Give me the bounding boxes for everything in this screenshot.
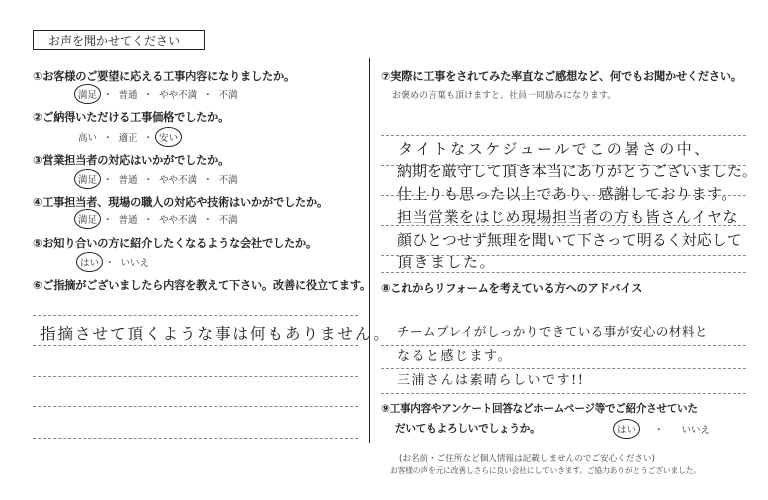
q7-rule-6 — [381, 272, 746, 273]
q7-answer-line-3: 仕上りも思った以上であり、感謝しております。 — [397, 185, 737, 203]
question-5-options: はい ・ いいえ — [80, 255, 149, 269]
question-3: ③営業担当者の対応はいかがでしたか。 — [33, 154, 230, 167]
q8-answer-line-3: 三浦さんは素晴らしいです!! — [397, 373, 585, 388]
privacy-note: (お名前・ご住所など個人情報は記載しませんのでご安心ください) — [399, 454, 655, 464]
question-7-note: お褒めの言葉も頂けますと、社員一同励みになります。 — [392, 91, 617, 101]
question-4-options: 満足 ・ 普通 ・ やや不満 ・ 不満 — [78, 212, 238, 226]
q2-option-high: 高い — [78, 133, 98, 144]
q8-answer-line-2: なると感じます。 — [397, 349, 512, 364]
question-7: ⑦実際に工事をされてみた率直なご感想など、何でもお聞かせください。 — [381, 70, 742, 83]
q5-option-yes: はい — [80, 255, 99, 269]
question-9-line-1: ⑨工事内容やアンケート回答などホームページ等でご紹介させていた — [381, 403, 698, 415]
question-3-options: 満足 ・ 普通 ・ やや不満 ・ 不満 — [78, 172, 238, 186]
question-9-line-2: だいてもよろしいでしょうか。 — [395, 423, 541, 435]
q3-option-normal: 普通 — [118, 175, 138, 186]
q4-option-normal: 普通 — [118, 215, 138, 226]
q3-option-satisfied: 満足 — [78, 172, 97, 186]
q9-option-yes: はい — [617, 422, 636, 436]
question-5: ⑤お知り合いの方に紹介したくなるような会社でしたか。 — [33, 237, 317, 250]
q2-option-cheap: 安い — [159, 130, 178, 144]
q6-rule-5 — [33, 438, 358, 439]
q5-option-no: いいえ — [120, 258, 150, 269]
q7-answer-line-4: 担当営業をはじめ現場担当者の方も皆さんイヤな — [397, 208, 739, 226]
q1-option-somewhat-dissatisfied: やや不満 — [159, 90, 198, 101]
q1-option-dissatisfied: 不満 — [218, 90, 238, 101]
thanks-note: お客様の声を元に改善しさらに良い会社にしていきます。ご協力ありがとうございました。 — [390, 466, 701, 475]
q7-answer-line-5: 顔ひとつせず無理を聞いて下さって明るく対応して — [397, 231, 742, 249]
q4-option-somewhat-dissatisfied: やや不満 — [159, 215, 198, 226]
question-1-options: 満足 ・ 普通 ・ やや不満 ・ 不満 — [78, 87, 238, 101]
question-2: ②ご納得いただける工事価格でしたか。 — [33, 111, 230, 124]
question-1: ①お客様のご要望に応える工事内容になりましたか。 — [33, 70, 295, 83]
q6-rule-1 — [33, 315, 358, 316]
q9-option-no: いいえ — [681, 425, 711, 436]
q6-rule-3 — [33, 376, 358, 377]
question-4: ④工事担当者、現場の職人の対応や技術はいかがでしたか。 — [33, 196, 328, 209]
question-9-options: はい ・ いいえ — [617, 422, 710, 436]
q1-option-normal: 普通 — [118, 90, 138, 101]
q2-option-fair: 適正 — [118, 133, 138, 144]
survey-header — [33, 30, 205, 50]
q7-rule-1 — [381, 135, 746, 136]
q3-option-dissatisfied: 不満 — [218, 175, 238, 186]
q4-option-dissatisfied: 不満 — [218, 215, 238, 226]
q8-rule-3 — [381, 393, 746, 394]
q6-rule-4 — [33, 406, 358, 407]
q7-answer-line-1: タイトなスケジュールでこの暑さの中、 — [398, 140, 712, 158]
q1-option-satisfied: 満足 — [78, 87, 97, 101]
question-2-options: 高い ・ 適正 ・ 安い — [78, 130, 178, 144]
survey-header-title: お声を聞かせてください — [48, 34, 181, 48]
column-divider — [369, 58, 370, 443]
q6-rule-2 — [33, 345, 358, 346]
question-8: ⑧これからリフォームを考えている方へのアドバイス — [381, 282, 643, 295]
question-6: ⑥ご指摘がございましたら内容を教えて下さい。改善に役立てます。 — [33, 279, 372, 292]
q7-answer-line-2: 納期を厳守して頂き本当にありがとうございました。 — [397, 162, 758, 180]
q8-answer-line-1: チームプレイがしっかりできている事が安心の材料と — [397, 324, 708, 339]
q7-answer-line-6: 頂きました。 — [397, 253, 497, 271]
q3-option-somewhat-dissatisfied: やや不満 — [159, 175, 198, 186]
q4-option-satisfied: 満足 — [78, 212, 97, 226]
q6-handwritten-answer: 指摘させて頂くような事は何もありません。 — [40, 325, 391, 343]
